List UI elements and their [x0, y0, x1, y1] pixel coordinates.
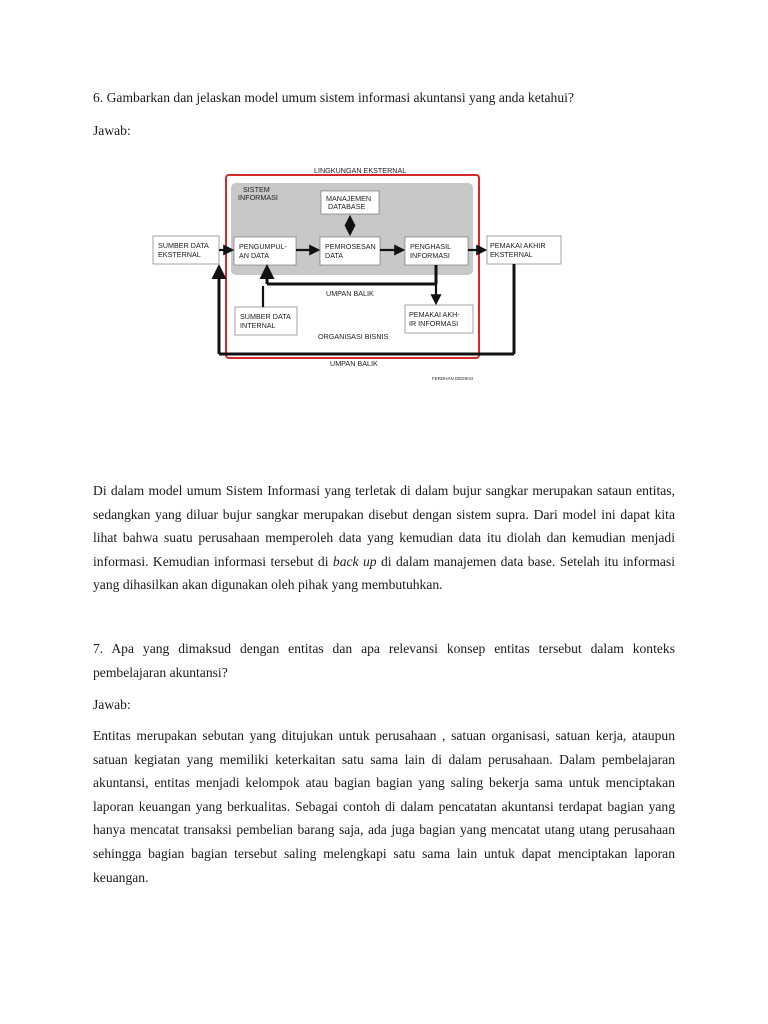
pemrosesan-line2: DATA — [325, 251, 344, 260]
sia-model-diagram — [150, 150, 570, 400]
label-umpan-balik-inner: UMPAN BALIK — [326, 289, 374, 298]
sumber-ext-line2: EKSTERNAL — [158, 250, 201, 259]
pemakai-ext-line2: EKSTERNAL — [490, 250, 533, 259]
sumber-int-line1: SUMBER DATA — [240, 312, 291, 321]
paragraph-7: Entitas merupakan sebutan yang ditujukan untuk perusahaan , satuan organisasi, satuan kerja, ataupun satuan kegiatan yang memiliki keterkaitan satu sama lain di dalam perusahaan. Dalam pembelajaran akuntansi, entitas menjadi kelompok atau bagian bagian yang saling bekerja sama untuk menciptakan laporan keuangan yang berkualitas. Sebagai contoh di dalam pencatatan akuntansi terdapat bagian yang hanya mencatat transaksi pembelian barang saja, ada juga bagian yang mencatat utang utang perusahaan sehingga bagian bagian tersebut saling melengkapi satu sama lain untuk dapat menciptakan laporan keuangan. — [93, 728, 675, 885]
manajemen-line2: DATABASE — [328, 202, 366, 211]
pengumpulan-line1: PENGUMPUL- — [239, 242, 287, 251]
sumber-ext-line1: SUMBER DATA — [158, 241, 209, 250]
paragraph-6-italic: back up — [332, 553, 377, 569]
paragraph-6-part2: di dalam manajemen data base. Setelah itu informasi yang dihasilkan akan digunakan oleh pihak yang membutuhkan. — [93, 553, 675, 593]
paragraph-6-part1: Di dalam model umum Sistem Informasi yang terletak di dalam bujur sangkar merupakan sataun entitas, sedangkan yang diluar bujur sangkar merupakan disebut dengan sistem supra. Dari model ini dapat kita lihat bahwa suatu perusahaan memperoleh data yang kemudian data itu diolah dan kemudian menjadi informasi. Kemudian informasi tersebut di — [93, 483, 675, 569]
label-informasi: INFORMASI — [238, 193, 278, 202]
diagram-svg — [150, 150, 570, 400]
label-lingkungan-eksternal: LINGKUNGAN EKSTERNAL — [314, 166, 407, 175]
label-umpan-balik-outer: UMPAN BALIK — [330, 359, 378, 368]
pemakai-int-line1: PEMAKAI AKH- — [409, 310, 460, 319]
pemrosesan-line1: PEMROSESAN — [325, 242, 376, 251]
diagram-credit: FERDHAN DEDIKSI — [432, 376, 474, 381]
pemakai-ext-line1: PEMAKAI AKHIR — [490, 241, 546, 250]
answer-label-6: Jawab: — [93, 123, 131, 138]
sumber-int-line2: INTERNAL — [240, 321, 276, 330]
label-organisasi-bisnis: ORGANISASI BISNIS — [318, 332, 389, 341]
pemakai-int-line2: IR INFORMASI — [409, 319, 459, 328]
label-sistem: SISTEM — [243, 185, 270, 194]
paragraph-6 — [93, 479, 675, 597]
penghasil-line2: INFORMASI — [410, 251, 450, 260]
manajemen-line1: MANAJEMEN — [326, 194, 372, 203]
penghasil-line1: PENGHASIL — [410, 242, 452, 251]
question-7: 7. Apa yang dimaksud dengan entitas dan apa relevansi konsep entitas tersebut dalam konteks pembelajaran akuntansi? — [93, 641, 675, 680]
pengumpulan-line2: AN DATA — [239, 251, 270, 260]
answer-label-7: Jawab: — [93, 697, 131, 712]
question-6: 6. Gambarkan dan jelaskan model umum sistem informasi akuntansi yang anda ketahui? — [93, 90, 574, 105]
